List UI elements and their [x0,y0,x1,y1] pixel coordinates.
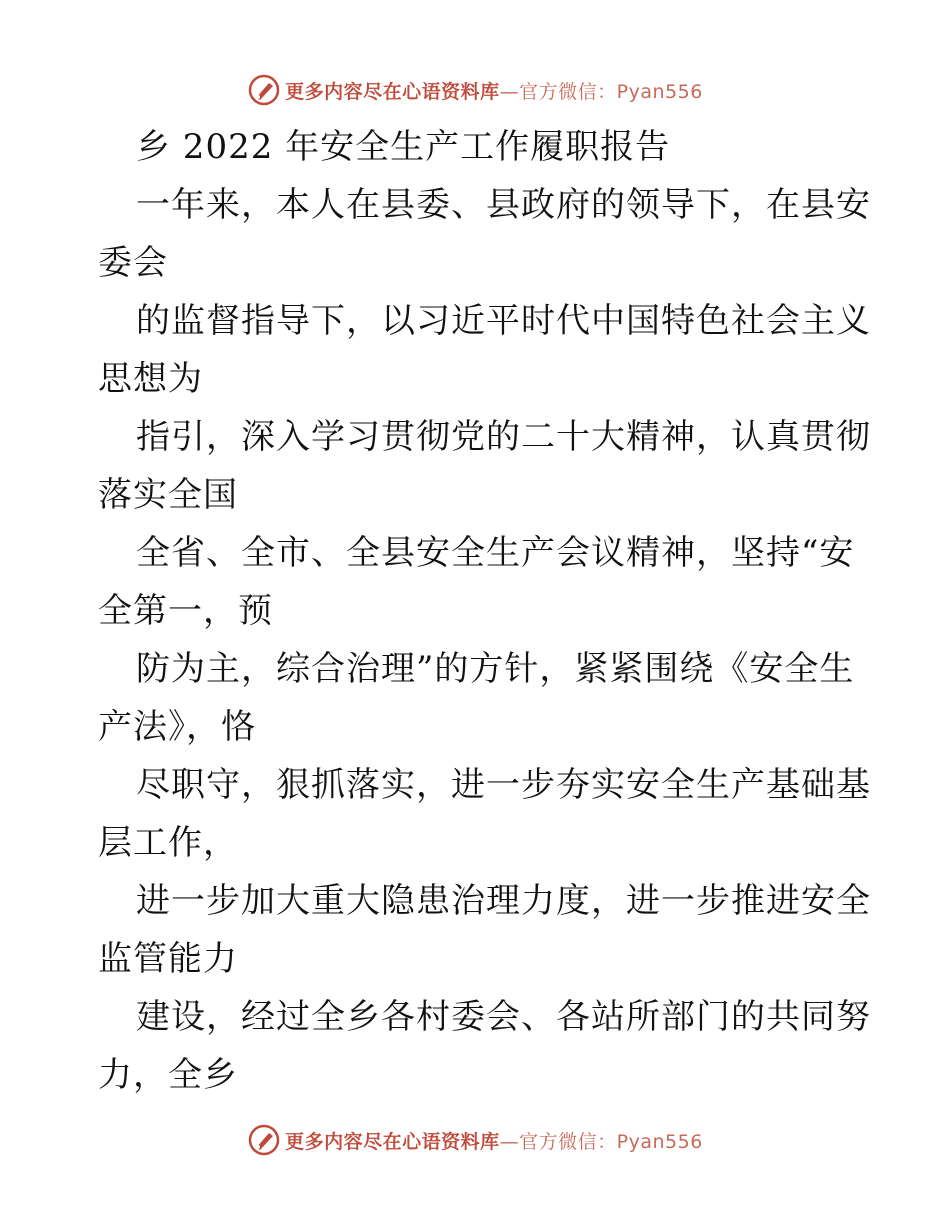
watermark-site-text: 更多内容尽在心语资料库 [285,80,500,103]
paragraph-line: 尽职守，狠抓落实，进一步夯实安全生产基础基 [136,765,871,805]
paragraph-line: 一年来，本人在县委、县政府的领导下，在县安 [136,185,871,225]
paragraph-line: 进一步加大重大隐患治理力度，进一步推进安全 [136,881,871,921]
watermark-footer [0,1120,950,1160]
paragraph-line: 层工作， [98,823,238,863]
paragraph-line: 全第一，预 [98,591,273,631]
watermark-header [0,70,950,110]
watermark-dash: — [499,80,520,103]
document-body [98,118,871,1104]
paragraph-line: 落实全国 [98,475,238,515]
paragraph-line: 的监督指导下，以习近平时代中国特色社会主义 [136,301,871,341]
watermark-wechat-text: 官方微信：Pyan556 [519,80,703,103]
paragraph-line: 全省、全市、全县安全生产会议精神，坚持“安 [136,533,855,573]
pen-logo-icon [247,1123,281,1157]
watermark-wechat-text: 官方微信：Pyan556 [519,1130,703,1153]
watermark-dash: — [499,1130,520,1153]
paragraph-line: 委会 [98,243,168,283]
paragraph-line: 防为主，综合治理”的方针，紧紧围绕《安全生 [136,649,855,689]
watermark-site-text: 更多内容尽在心语资料库 [285,1130,500,1153]
watermark-text [285,77,703,104]
paragraph-line: 力，全乡 [98,1055,238,1095]
document-title: 乡 2022 年安全生产工作履职报告 [136,127,671,167]
paragraph-line: 建设，经过全乡各村委会、各站所部门的共同努 [136,997,871,1037]
paragraph-line: 指引，深入学习贯彻党的二十大精神，认真贯彻 [136,417,871,457]
pen-logo-icon [247,73,281,107]
watermark-text [285,1127,703,1154]
paragraph-line: 产法》，恪 [98,707,256,747]
paragraph-line: 思想为 [98,359,203,399]
paragraph-line: 监管能力 [98,939,238,979]
